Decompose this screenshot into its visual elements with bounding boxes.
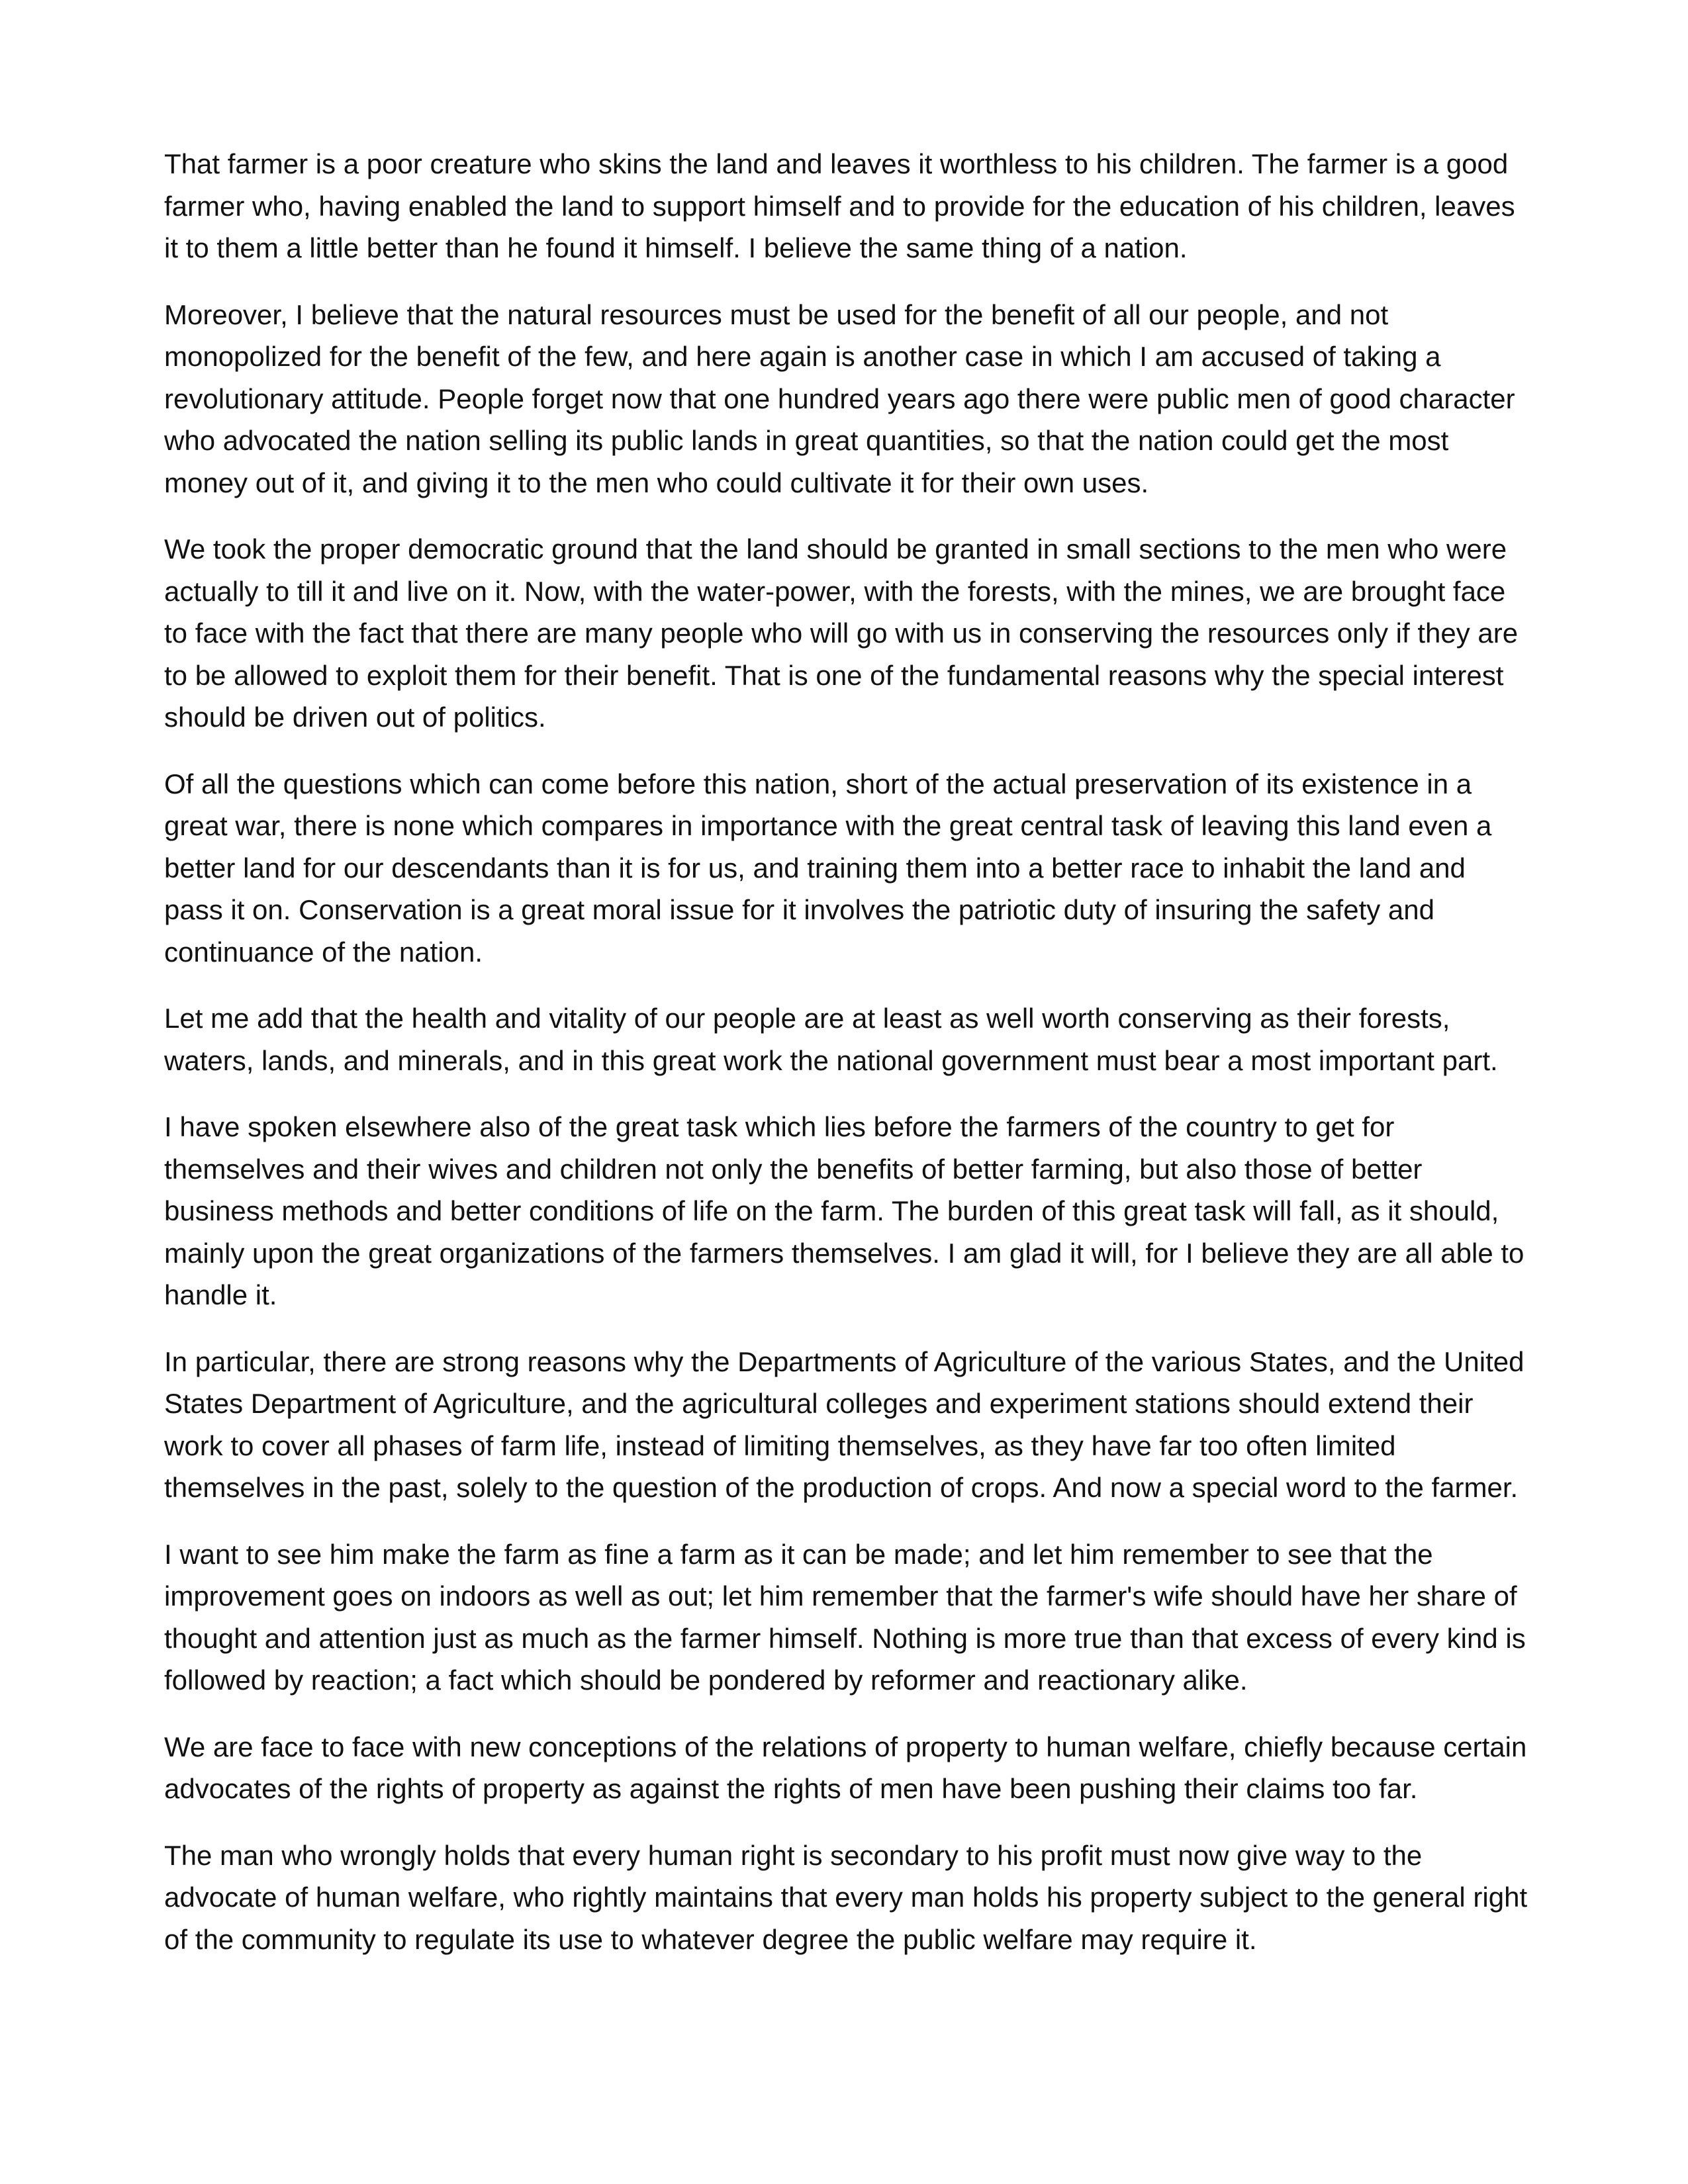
paragraph-8: I want to see him make the farm as fine a farm as it can be made; and let him remember to see that the improvement goes on indoors as well as out; let him remember that the farmer's wife should have her share of thought and attention just as much as the farmer himself. Nothing is more true than that excess of every kind is followed by reaction; a fact which should be pondered by reformer and reactionary alike. [164,1538,1526,1696]
paragraph-5: Let me add that the health and vitality of our people are at least as well worth conserving as their forests, waters, lands, and minerals, and in this great work the national government must bear a most important part. [164,1003,1498,1076]
paragraph-2: Moreover, I believe that the natural resources must be used for the benefit of all our people, and not monopolized for the benefit of the few, and here again is another case in which I am accused of taking a revolutionary attitude. People forget now that one hundred years ago there were public men of good character who advocated the nation selling its public lands in great quantities, so that the nation could get the most money out of it, and giving it to the men who could cultivate it for their own uses. [164,298,1515,498]
paragraph-10: The man who wrongly holds that every human right is secondary to his profit must now give way to the advocate of human welfare, who rightly maintains that every man holds his property subject to the general right of the community to regulate its use to whatever degree the public welfare may require it. [164,1839,1528,1955]
paragraph-7: In particular, there are strong reasons why the Departments of Agriculture of the various States, and the United States Department of Agriculture, and the agricultural colleges and experiment stations should extend their work to cover all phases of farm life, instead of limiting themselves, as they have far too often limited themselves in the past, solely to the question of the production of crops. And now a special word to the farmer. [164,1345,1524,1503]
paragraph-1: That farmer is a poor creature who skins the land and leaves it worthless to his children. The farmer is a good farmer who, having enabled the land to support himself and to provide for the education of his children, leaves it to them a little better than he found it himself. I believe the same thing of a nation. [164,148,1515,263]
paragraph-3: We took the proper democratic ground that the land should be granted in small sections to the men who were actually to till it and live on it. Now, with the water-power, with the forests, with the mines, we are brought face to face with the fact that there are many people who will go with us in conserving the resources only if they are to be allowed to exploit them for their benefit. That is one of the fundamental reasons why the special interest should be driven out of politics. [164,533,1519,733]
paragraph-4: Of all the questions which can come before this nation, short of the actual preservation of its existence in a great war, there is none which compares in importance with the great central task of leaving this land even a better land for our descendants than it is for us, and training them into a better race to inhabit the land and pass it on. Conservation is a great moral issue for it involves the patriotic duty of insuring the safety and continuance of the nation. [164,768,1492,968]
document-page [164,143,1528,1985]
paragraph-9: We are face to face with new conceptions of the relations of property to human welfare, chiefly because certain advocates of the rights of property as against the rights of men have been pushing their claims too far. [164,1731,1527,1804]
paragraph-6: I have spoken elsewhere also of the great task which lies before the farmers of the country to get for themselves and their wives and children not only the benefits of better farming, but also those of better business methods and better conditions of life on the farm. The burden of this great task will fall, as it should, mainly upon the great organizations of the farmers themselves. I am glad it will, for I believe they are all able to handle it. [164,1111,1524,1310]
